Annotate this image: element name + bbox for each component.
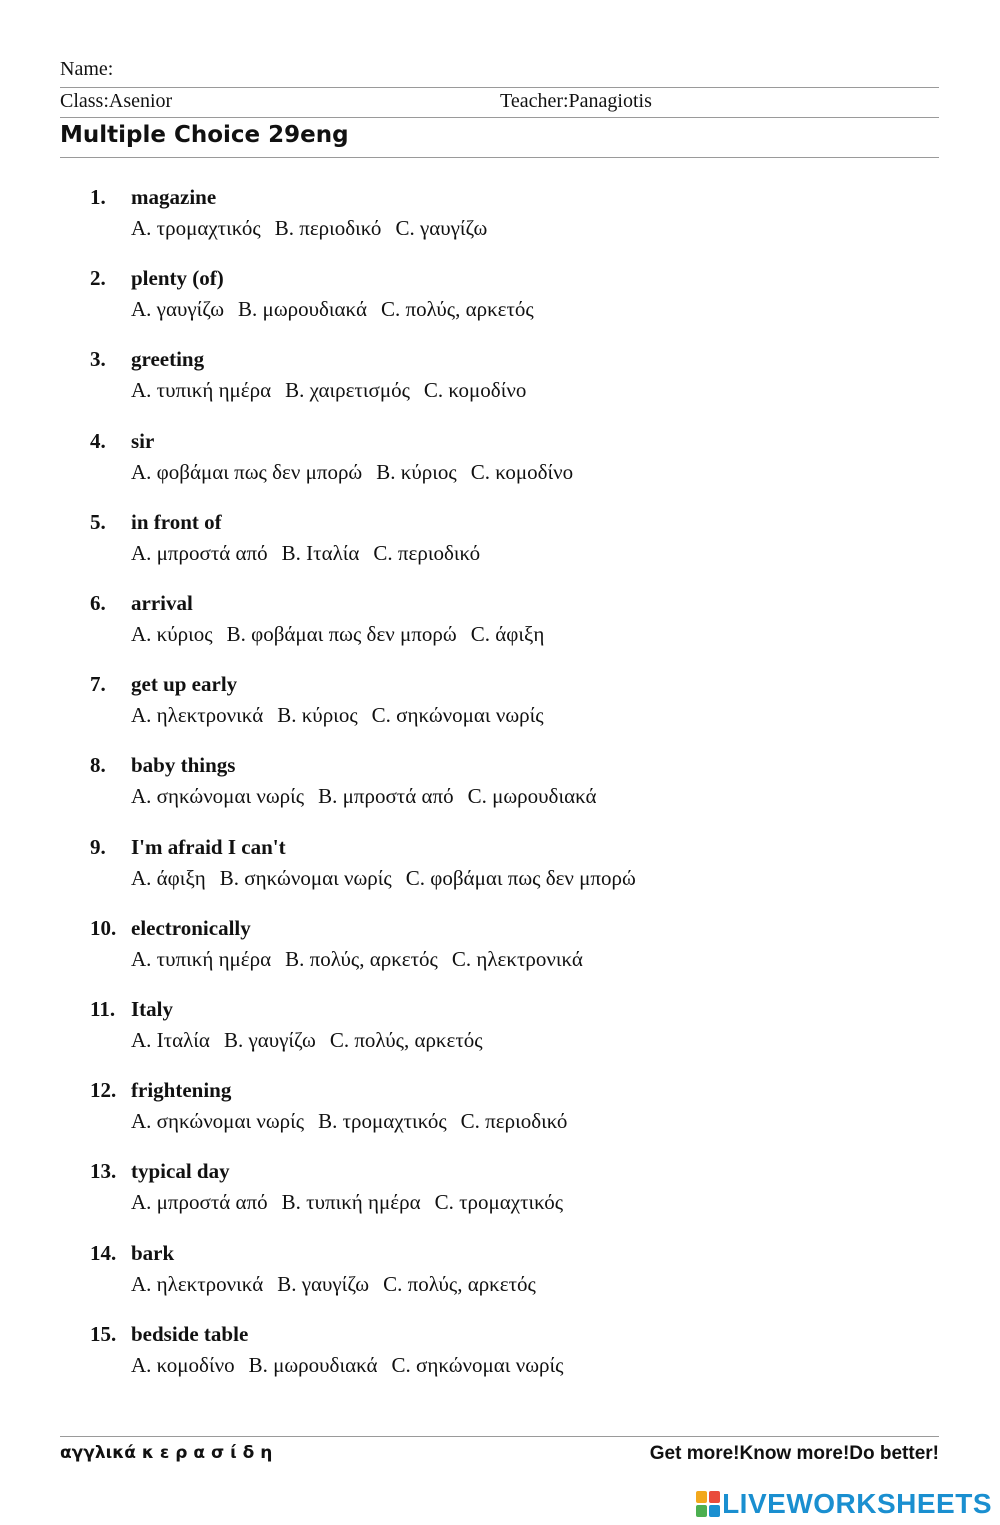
question-word: plenty (of) (131, 266, 224, 291)
answer-option-a[interactable]: A. κύριος (131, 622, 213, 646)
answer-option-a[interactable]: A. ηλεκτρονικά (131, 1271, 264, 1296)
answer-option-b[interactable]: B. μπροστά από (318, 784, 454, 809)
answer-option-c[interactable]: C. ηλεκτρονικά (451, 946, 583, 971)
answer-option-c[interactable]: C. φοβάμαι πως δεν μπορώ (405, 865, 636, 890)
answer-option-c[interactable]: C. περιοδικό (460, 1109, 568, 1134)
question-number: 1. (90, 185, 106, 209)
answer-options (131, 378, 540, 403)
question-number: 3. (90, 347, 106, 372)
footer-slogan: Get more!Know more!Do better! (649, 1443, 939, 1464)
answer-options (131, 947, 597, 972)
question-word: baby things (131, 753, 236, 778)
question-number: 8. (90, 753, 106, 778)
question-number: 10. (90, 915, 117, 940)
answer-option-c[interactable]: C. σηκώνομαι νωρίς (391, 1352, 564, 1377)
answer-option-b[interactable]: B. μωρουδιακά (248, 1352, 378, 1377)
answer-options (131, 784, 611, 809)
answer-option-c[interactable]: C. κομοδίνο (423, 378, 527, 403)
answer-option-b[interactable]: B. πολύς, αρκετός (285, 946, 438, 971)
answer-options (131, 1190, 577, 1215)
answer-option-b[interactable]: B. Ιταλία (281, 540, 360, 565)
liveworksheets-wordmark: LIVEWORKSHEETS (722, 1488, 992, 1519)
answer-option-b[interactable]: B. μωρουδιακά (238, 297, 367, 322)
title-divider (60, 157, 939, 158)
answer-options (131, 297, 548, 322)
liveworksheets-icon (696, 1491, 720, 1517)
answer-option-a[interactable]: A. Ιταλία (131, 1028, 210, 1052)
answer-option-b[interactable]: B. γαυγίζω (223, 1028, 316, 1052)
teacher-label: Teacher:Panagiotis (500, 90, 652, 112)
question-number: 7. (90, 672, 106, 697)
answer-option-b[interactable]: B. τρομαχτικός (318, 1109, 447, 1134)
question-word: in front of (131, 509, 222, 534)
question-word: Italy (131, 997, 173, 1021)
liveworksheets-logo[interactable] (696, 1488, 992, 1520)
answer-option-a[interactable]: A. μπροστά από (131, 540, 268, 565)
answer-options (131, 1353, 577, 1378)
question-number: 6. (90, 591, 106, 615)
answer-option-c[interactable]: C. σηκώνομαι νωρίς (371, 703, 544, 728)
answer-option-c[interactable]: C. πολύς, αρκετός (380, 297, 534, 322)
question-word: typical day (131, 1159, 230, 1184)
question-number: 4. (90, 428, 106, 453)
question-word: electronically (131, 915, 251, 940)
answer-option-c[interactable]: C. περιοδικό (373, 540, 481, 565)
answer-option-a[interactable]: A. τυπική ημέρα (131, 378, 272, 403)
answer-option-b[interactable]: B. κύριος (277, 703, 358, 728)
answer-option-c[interactable]: C. γαυγίζω (395, 216, 488, 240)
question-word: frightening (131, 1078, 232, 1103)
question-word: sir (131, 428, 155, 453)
answer-option-b[interactable]: B. χαιρετισμός (285, 378, 410, 403)
answer-options (131, 216, 501, 241)
answer-options (131, 703, 558, 728)
header-divider (60, 117, 939, 118)
answer-option-b[interactable]: B. σηκώνομαι νωρίς (219, 865, 392, 890)
name-field-label: Name: (60, 58, 114, 80)
answer-option-c[interactable]: C. πολύς, αρκετός (329, 1028, 483, 1052)
question-number: 5. (90, 509, 106, 534)
answer-option-a[interactable]: A. σηκώνομαι νωρίς (131, 784, 305, 809)
question-word: bark (131, 1240, 175, 1265)
class-teacher-row (60, 90, 939, 113)
answer-options (131, 866, 650, 891)
answer-option-a[interactable]: A. μπροστά από (131, 1190, 268, 1215)
question-word: get up early (131, 672, 238, 697)
question-number: 2. (90, 266, 106, 291)
question-number: 13. (90, 1159, 117, 1184)
footer-divider (60, 1436, 939, 1437)
answer-option-a[interactable]: A. κομοδίνο (131, 1352, 235, 1377)
answer-option-c[interactable]: C. κομοδίνο (470, 459, 574, 484)
question-word: bedside table (131, 1321, 249, 1346)
answer-option-b[interactable]: B. περιοδικό (274, 216, 382, 240)
answer-option-b[interactable]: B. κύριος (376, 459, 457, 484)
answer-options (131, 622, 558, 647)
answer-option-a[interactable]: A. άφιξη (131, 865, 206, 890)
answer-option-a[interactable]: A. τρομαχτικός (131, 216, 261, 240)
answer-option-a[interactable]: A. γαυγίζω (131, 297, 225, 322)
answer-options (131, 460, 587, 485)
answer-option-b[interactable]: B. γαυγίζω (277, 1271, 370, 1296)
answer-option-a[interactable]: A. τυπική ημέρα (131, 946, 272, 971)
question-number: 11. (90, 997, 116, 1021)
answer-options (131, 1109, 581, 1134)
question-number: 15. (90, 1321, 117, 1346)
answer-option-c[interactable]: C. τρομαχτικός (434, 1190, 564, 1215)
answer-option-a[interactable]: A. φοβάμαι πως δεν μπορώ (131, 459, 363, 484)
question-word: arrival (131, 591, 193, 615)
question-number: 12. (90, 1078, 117, 1103)
header-divider (60, 87, 939, 88)
answer-options (131, 541, 494, 566)
answer-options (131, 1028, 497, 1053)
question-word: I'm afraid I can't (131, 834, 286, 859)
answer-options (131, 1272, 550, 1297)
answer-option-a[interactable]: A. ηλεκτρονικά (131, 703, 264, 728)
question-number: 9. (90, 834, 106, 859)
answer-option-a[interactable]: A. σηκώνομαι νωρίς (131, 1109, 305, 1134)
page-title: Multiple Choice 29eng (60, 122, 349, 148)
answer-option-c[interactable]: C. άφιξη (470, 622, 545, 646)
question-word: magazine (131, 185, 217, 209)
answer-option-b[interactable]: B. τυπική ημέρα (281, 1190, 421, 1215)
class-label: Class:Asenior (60, 90, 173, 112)
answer-option-c[interactable]: C. πολύς, αρκετός (383, 1271, 536, 1296)
footer-brand-text: αγγλικά κ ε ρ α σ ί δ η (60, 1443, 273, 1463)
question-word: greeting (131, 347, 205, 372)
answer-option-b[interactable]: B. φοβάμαι πως δεν μπορώ (226, 622, 457, 646)
question-number: 14. (90, 1240, 117, 1265)
answer-option-c[interactable]: C. μωρουδιακά (467, 784, 597, 809)
